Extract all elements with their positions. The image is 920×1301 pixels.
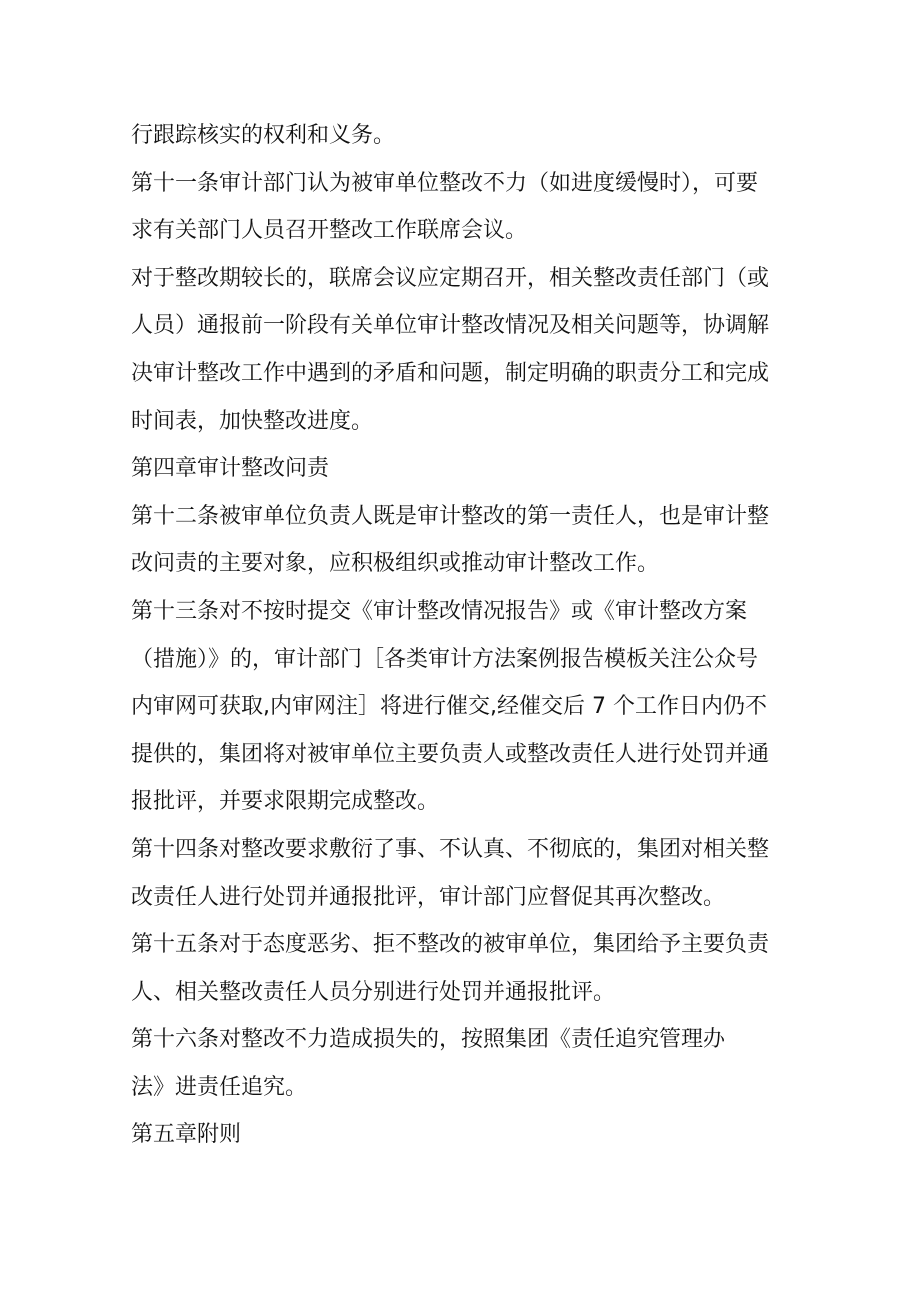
paragraph-article-11 <box>131 160 811 255</box>
text-line: 第十二条被审单位负责人既是审计整改的第一责任人，也是审计整 <box>131 503 770 529</box>
text-line: 行跟踪核实的权利和义务。 <box>131 123 396 148</box>
text-line: 对于整改期较长的，联席会议应定期召开，相关整改责任部门（或 <box>131 265 770 291</box>
text-line: 法》进责任追究。 <box>131 1074 308 1100</box>
text-line: （措施）》的，审计部门［各类审计方法案例报告模板关注公众号 <box>131 646 759 672</box>
paragraph-joint-meeting <box>131 255 811 445</box>
paragraph-article-13 <box>131 588 811 826</box>
chapter-5-heading <box>131 1111 811 1159</box>
text-line: 人员）通报前一阶段有关单位审计整改情况及相关问题等，协调解 <box>131 313 770 339</box>
text-line: 决审计整改工作中遇到的矛盾和问题，制定明确的职责分工和完成 <box>131 360 770 386</box>
text-line: 第五章附则 <box>131 1122 242 1148</box>
document-body <box>131 112 811 1159</box>
text-line: 报批评，并要求限期完成整改。 <box>131 789 440 815</box>
text-line: 第十三条对不按时提交《审计整改情况报告》或《审计整改方案 <box>131 598 748 624</box>
paragraph-article-12 <box>131 493 811 588</box>
paragraph-article-15 <box>131 921 811 1016</box>
text-line: 提供的，集团将对被审单位主要负责人或整改责任人进行处罚并通 <box>131 741 770 767</box>
text-line: 改问责的主要对象，应积极组织或推动审计整改工作。 <box>131 551 660 577</box>
paragraph-rights <box>131 112 811 160</box>
text-line: 改责任人进行处罚并通报批评，审计部门应督促其再次整改。 <box>131 884 726 910</box>
text-line: 第十四条对整改要求敷衍了事、不认真、不彻底的，集团对相关整 <box>131 836 770 862</box>
text-line: 时间表，加快整改进度。 <box>131 408 374 434</box>
text-line: 求有关部门人员召开整改工作联席会议。 <box>131 218 528 244</box>
text-line: 第十六条对整改不力造成损失的，按照集团《责任追究管理办 <box>131 1027 726 1053</box>
text-line: 内审网可获取,内审网注］将进行催交,经催交后 7 个工作日内仍不 <box>131 694 767 720</box>
paragraph-article-16 <box>131 1016 811 1111</box>
text-line: 人、相关整改责任人员分别进行处罚并通报批评。 <box>131 979 616 1005</box>
text-line: 第四章审计整改问责 <box>131 456 330 482</box>
text-line: 第十一条审计部门认为被审单位整改不力（如进度缓慢时），可要 <box>131 170 759 196</box>
chapter-4-heading <box>131 445 811 493</box>
text-line: 第十五条对于态度恶劣、拒不整改的被审单位，集团给予主要负责 <box>131 932 770 958</box>
paragraph-article-14 <box>131 826 811 921</box>
